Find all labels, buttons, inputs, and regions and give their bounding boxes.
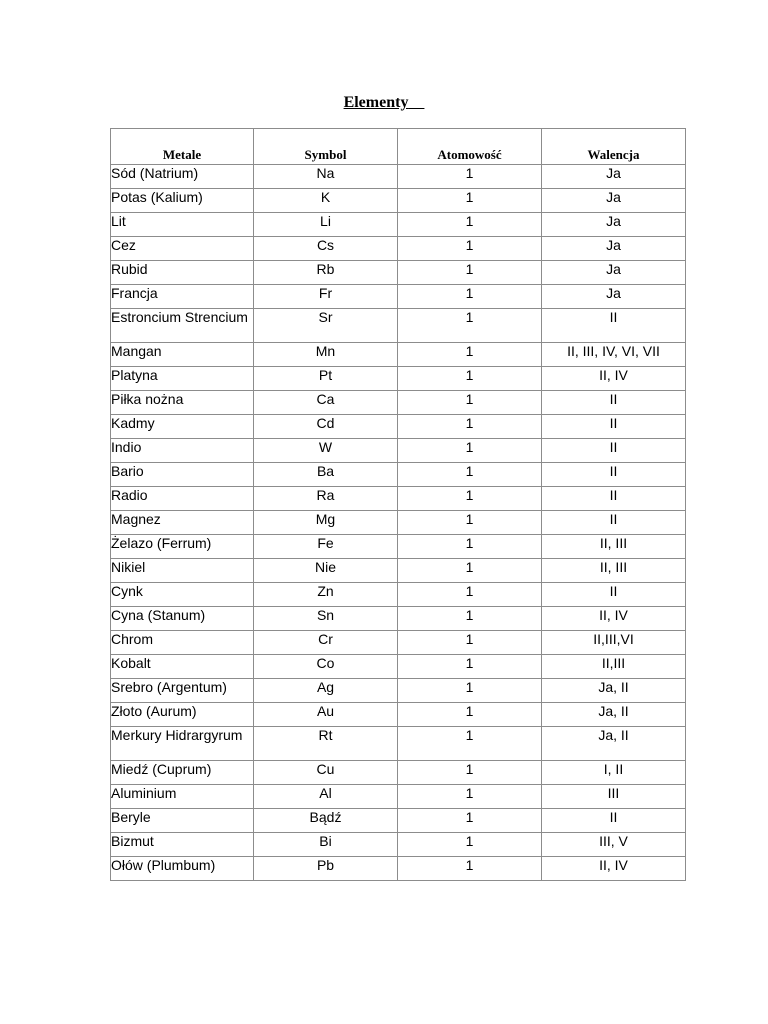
cell-atomowosc: 1: [398, 213, 542, 237]
table-row: [111, 261, 686, 285]
table-row: [111, 583, 686, 607]
cell-atomowosc: 1: [398, 785, 542, 809]
cell-atomowosc: 1: [398, 309, 542, 343]
cell-metal-name: Platyna: [111, 367, 254, 391]
cell-walencja: II: [542, 809, 686, 833]
cell-metal-name: Cez: [111, 237, 254, 261]
cell-atomowosc: 1: [398, 583, 542, 607]
header-atomowosc: Atomowość: [398, 129, 542, 165]
cell-symbol: Ba: [254, 463, 398, 487]
cell-atomowosc: 1: [398, 727, 542, 761]
cell-symbol: W: [254, 439, 398, 463]
cell-atomowosc: 1: [398, 285, 542, 309]
table-header-row: [111, 129, 686, 165]
cell-symbol: Sn: [254, 607, 398, 631]
cell-atomowosc: 1: [398, 189, 542, 213]
cell-metal-name: Mangan: [111, 343, 254, 367]
cell-metal-name: Estroncium Strencium: [111, 309, 254, 343]
cell-symbol: Cd: [254, 415, 398, 439]
cell-atomowosc: 1: [398, 343, 542, 367]
header-walencja: Walencja: [542, 129, 686, 165]
cell-metal-name: Merkury Hidrargyrum: [111, 727, 254, 761]
cell-symbol: Zn: [254, 583, 398, 607]
table-row: [111, 631, 686, 655]
cell-walencja: II, IV: [542, 607, 686, 631]
table-row: [111, 237, 686, 261]
cell-symbol: Ca: [254, 391, 398, 415]
cell-metal-name: Ołów (Plumbum): [111, 857, 254, 881]
cell-metal-name: Bizmut: [111, 833, 254, 857]
cell-walencja: II: [542, 511, 686, 535]
document-title: [0, 93, 768, 113]
cell-metal-name: Chrom: [111, 631, 254, 655]
cell-symbol: Rt: [254, 727, 398, 761]
cell-metal-name: Żelazo (Ferrum): [111, 535, 254, 559]
table-row: [111, 463, 686, 487]
cell-walencja: II, III: [542, 559, 686, 583]
cell-walencja: Ja, II: [542, 703, 686, 727]
table-row: [111, 559, 686, 583]
cell-metal-name: Magnez: [111, 511, 254, 535]
cell-walencja: Ja: [542, 165, 686, 189]
cell-metal-name: Cyna (Stanum): [111, 607, 254, 631]
cell-walencja: Ja: [542, 285, 686, 309]
cell-symbol: Cu: [254, 761, 398, 785]
cell-walencja: II, III, IV, VI, VII: [542, 343, 686, 367]
table-row: [111, 679, 686, 703]
cell-walencja: II,III,VI: [542, 631, 686, 655]
cell-walencja: II: [542, 439, 686, 463]
cell-walencja: II,III: [542, 655, 686, 679]
header-metale: Metale: [111, 129, 254, 165]
cell-metal-name: Aluminium: [111, 785, 254, 809]
cell-atomowosc: 1: [398, 511, 542, 535]
cell-metal-name: Złoto (Aurum): [111, 703, 254, 727]
cell-walencja: II, III: [542, 535, 686, 559]
cell-atomowosc: 1: [398, 655, 542, 679]
table-row: [111, 857, 686, 881]
cell-walencja: II, IV: [542, 857, 686, 881]
table-row: [111, 809, 686, 833]
cell-atomowosc: 1: [398, 439, 542, 463]
cell-atomowosc: 1: [398, 809, 542, 833]
cell-symbol: Pb: [254, 857, 398, 881]
header-symbol: Symbol: [254, 129, 398, 165]
cell-walencja: Ja: [542, 261, 686, 285]
document-title-text: Elementy: [343, 94, 409, 111]
cell-metal-name: Nikiel: [111, 559, 254, 583]
table-row: [111, 785, 686, 809]
cell-symbol: Ra: [254, 487, 398, 511]
cell-symbol: Sr: [254, 309, 398, 343]
cell-atomowosc: 1: [398, 463, 542, 487]
cell-metal-name: Kobalt: [111, 655, 254, 679]
cell-metal-name: Lit: [111, 213, 254, 237]
table-row: [111, 535, 686, 559]
cell-metal-name: Sód (Natrium): [111, 165, 254, 189]
cell-walencja: II: [542, 463, 686, 487]
table-row: [111, 189, 686, 213]
cell-walencja: II: [542, 487, 686, 511]
cell-metal-name: Rubid: [111, 261, 254, 285]
cell-symbol: Cr: [254, 631, 398, 655]
cell-walencja: II: [542, 415, 686, 439]
table-row: [111, 727, 686, 761]
cell-atomowosc: 1: [398, 761, 542, 785]
cell-walencja: II, IV: [542, 367, 686, 391]
cell-symbol: Na: [254, 165, 398, 189]
cell-atomowosc: 1: [398, 237, 542, 261]
table-row: [111, 487, 686, 511]
table-body: [111, 165, 686, 881]
cell-atomowosc: 1: [398, 165, 542, 189]
cell-atomowosc: 1: [398, 261, 542, 285]
table-row: [111, 439, 686, 463]
cell-symbol: Nie: [254, 559, 398, 583]
table-row: [111, 607, 686, 631]
cell-walencja: Ja: [542, 213, 686, 237]
cell-symbol: Li: [254, 213, 398, 237]
cell-walencja: II: [542, 583, 686, 607]
title-underline-tail: [408, 94, 424, 111]
table-row: [111, 391, 686, 415]
table-row: [111, 285, 686, 309]
table-row: [111, 761, 686, 785]
cell-metal-name: Cynk: [111, 583, 254, 607]
cell-atomowosc: 1: [398, 679, 542, 703]
cell-walencja: Ja: [542, 189, 686, 213]
cell-symbol: Al: [254, 785, 398, 809]
table-row: [111, 343, 686, 367]
cell-symbol: Bądź: [254, 809, 398, 833]
cell-symbol: K: [254, 189, 398, 213]
cell-metal-name: Beryle: [111, 809, 254, 833]
table-row: [111, 511, 686, 535]
cell-symbol: Mn: [254, 343, 398, 367]
cell-metal-name: Francja: [111, 285, 254, 309]
cell-symbol: Fe: [254, 535, 398, 559]
cell-atomowosc: 1: [398, 415, 542, 439]
cell-atomowosc: 1: [398, 833, 542, 857]
cell-walencja: Ja, II: [542, 727, 686, 761]
cell-walencja: III: [542, 785, 686, 809]
cell-metal-name: Bario: [111, 463, 254, 487]
cell-symbol: Cs: [254, 237, 398, 261]
cell-walencja: Ja: [542, 237, 686, 261]
cell-walencja: II: [542, 309, 686, 343]
table-row: [111, 213, 686, 237]
cell-symbol: Au: [254, 703, 398, 727]
cell-walencja: I, II: [542, 761, 686, 785]
cell-symbol: Pt: [254, 367, 398, 391]
cell-metal-name: Potas (Kalium): [111, 189, 254, 213]
cell-metal-name: Miedź (Cuprum): [111, 761, 254, 785]
cell-metal-name: Srebro (Argentum): [111, 679, 254, 703]
cell-walencja: II: [542, 391, 686, 415]
table-row: [111, 655, 686, 679]
cell-symbol: Co: [254, 655, 398, 679]
cell-symbol: Ag: [254, 679, 398, 703]
cell-atomowosc: 1: [398, 487, 542, 511]
table-row: [111, 165, 686, 189]
cell-metal-name: Piłka nożna: [111, 391, 254, 415]
table-row: [111, 309, 686, 343]
table-row: [111, 415, 686, 439]
cell-symbol: Rb: [254, 261, 398, 285]
cell-atomowosc: 1: [398, 559, 542, 583]
cell-symbol: Fr: [254, 285, 398, 309]
elements-table: [110, 128, 686, 881]
table-row: [111, 703, 686, 727]
cell-atomowosc: 1: [398, 703, 542, 727]
cell-atomowosc: 1: [398, 857, 542, 881]
cell-atomowosc: 1: [398, 367, 542, 391]
cell-symbol: Bi: [254, 833, 398, 857]
cell-atomowosc: 1: [398, 391, 542, 415]
cell-metal-name: Kadmy: [111, 415, 254, 439]
table-row: [111, 367, 686, 391]
cell-metal-name: Radio: [111, 487, 254, 511]
cell-atomowosc: 1: [398, 607, 542, 631]
cell-walencja: III, V: [542, 833, 686, 857]
cell-symbol: Mg: [254, 511, 398, 535]
cell-atomowosc: 1: [398, 631, 542, 655]
cell-walencja: Ja, II: [542, 679, 686, 703]
cell-atomowosc: 1: [398, 535, 542, 559]
table-row: [111, 833, 686, 857]
cell-metal-name: Indio: [111, 439, 254, 463]
